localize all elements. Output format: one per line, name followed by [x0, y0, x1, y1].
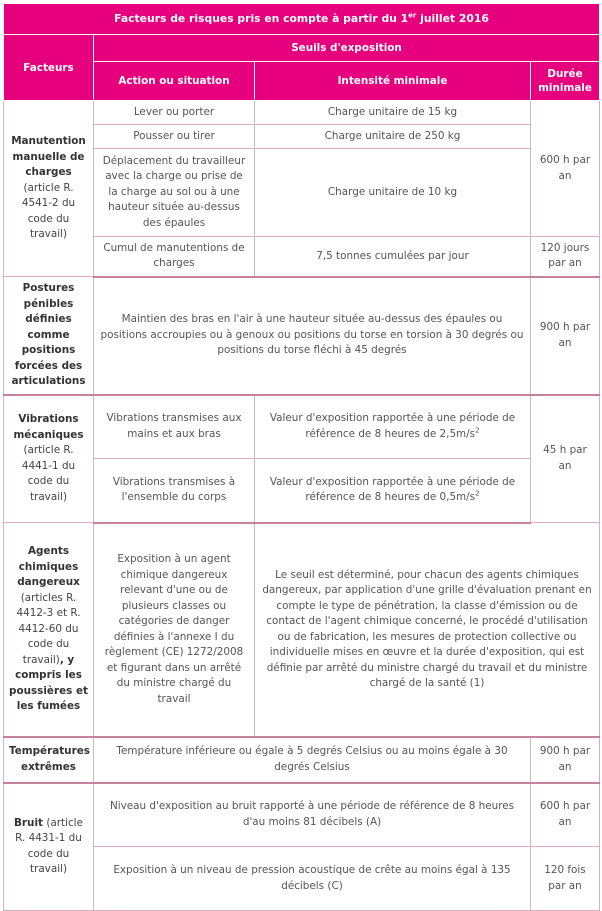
action-cell: Lever ou porter — [94, 101, 255, 125]
table-title: Facteurs de risques pris en compte à partir du 1er juillet 2016 — [4, 4, 600, 35]
duree-cell: 600 h par an — [531, 101, 600, 237]
action-cell: Cumul de manutentions de charges — [94, 237, 255, 277]
duree-cell: 600 h par an — [531, 783, 600, 847]
factor-manutention: Manutention manuelle de charges (article R. 4541-2 du code du travail) — [4, 101, 94, 277]
action-cell: Déplacement du travailleur avec la charge ou prise de la charge au sol ou à une hauteur située au-dessus des épaules — [94, 149, 255, 237]
duree-cell: 45 h par an — [531, 395, 600, 523]
action-cell: Vibrations transmises à l'ensemble du corps — [94, 459, 255, 523]
intensite-cell: Valeur d'exposition rapportée à une période de référence de 8 heures de $0,5m/s^2$ — [255, 459, 531, 523]
factor-bruit: Bruit (article R. 4431-1 du code du travail) — [4, 783, 94, 911]
situation-cell: Maintien des bras en l'air à une hauteur située au-dessus des épaules ou positions accroupies ou à genoux ou positions du torse en torsion à 30 degrés ou positions du torse fléchi à 45 degrés — [94, 277, 531, 395]
header-intensite: Intensité minimale — [255, 62, 531, 101]
header-duree: Durée minimale — [531, 62, 600, 101]
intensite-cell: 7,5 tonnes cumulées par jour — [255, 237, 531, 277]
duree-cell: 900 h par an — [531, 277, 600, 395]
factor-vibrations: Vibrations mécaniques (article R. 4441-1 du code du travail) — [4, 395, 94, 523]
header-facteurs: Facteurs — [4, 35, 94, 101]
action-cell: Exposition à un agent chimique dangereux relevant d'une ou de plusieurs classes ou catégories de danger définies à l'annexe I du règlement (CE) 1272/2008 et figurant dans un arrêté du ministre chargé du travail — [94, 523, 255, 737]
duree-cell: 120 jours par an — [531, 237, 600, 277]
intensite-cell: Le seuil est déterminé, pour chacun des agents chimiques dangereux, par application d'une grille d'évaluation prenant en compte le type de pénétration, la classe d'émission ou de contact de l'agent chimique concerné, le procédé d'utilisation ou de fabrication, les mesures de protection collective ou individuelle mises en œuvre et la durée d'exposition, qui est définie par arrêté du ministre chargé du travail et du ministre chargé de la santé (1) — [255, 523, 600, 737]
header-seuils: Seuils d'exposition — [94, 35, 600, 62]
situation-cell: Niveau d'exposition au bruit rapporté à une période de référence de 8 heures d'au moins 81 décibels (A) — [94, 783, 531, 847]
intensite-cell: Charge unitaire de 15 kg — [255, 101, 531, 125]
situation-cell: Température inférieure ou égale à 5 degrés Celsius ou au moins égale à 30 degrés Celsius — [94, 737, 531, 783]
factor-temperatures: Températures extrêmes — [4, 737, 94, 783]
action-cell: Pousser ou tirer — [94, 125, 255, 149]
situation-cell: Exposition à un niveau de pression acoustique de crête au moins égal à 135 décibels (C) — [94, 847, 531, 911]
intensite-cell: Valeur d'exposition rapportée à une période de référence de 8 heures de $2,5m/s^2$ — [255, 395, 531, 459]
duree-cell: 900 h par an — [531, 737, 600, 783]
header-action: Action ou situation — [94, 62, 255, 101]
factor-postures: Postures pénibles définies comme positions forcées des articulations — [4, 277, 94, 395]
intensite-cell: Charge unitaire de 250 kg — [255, 125, 531, 149]
duree-cell: 120 fois par an — [531, 847, 600, 911]
intensite-cell: Charge unitaire de 10 kg — [255, 149, 531, 237]
factor-agents-chimiques: Agents chimiques dangereux (articles R. 4412-3 et R. 4412-60 du code du travail), y compris les poussières et les fumées — [4, 523, 94, 737]
risk-factors-table — [3, 3, 600, 911]
action-cell: Vibrations transmises aux mains et aux bras — [94, 395, 255, 459]
